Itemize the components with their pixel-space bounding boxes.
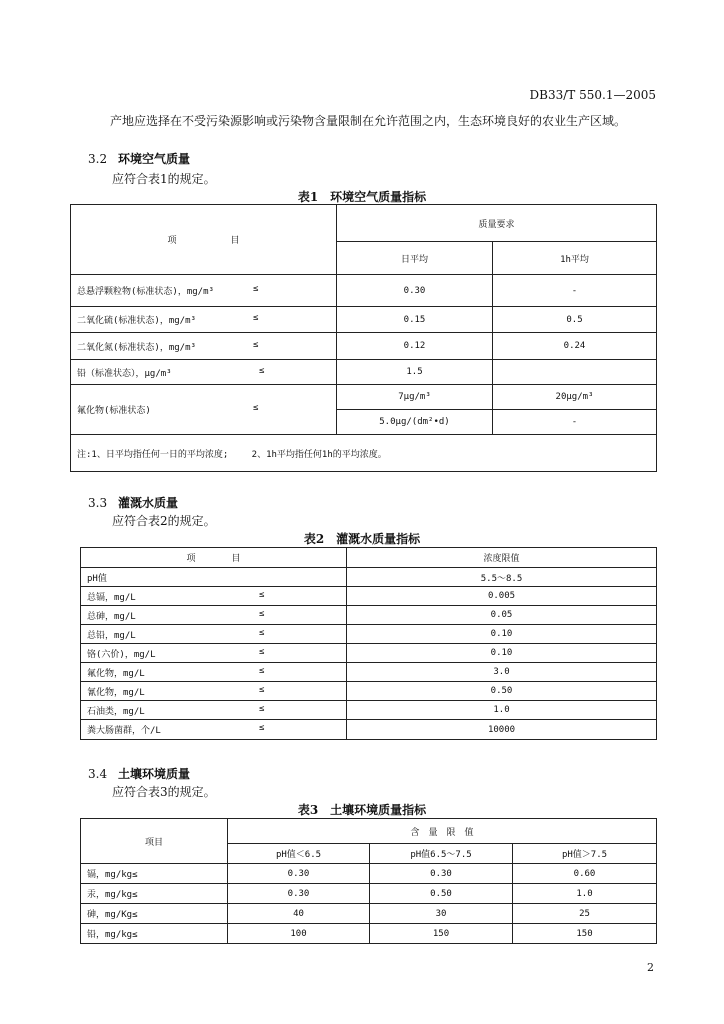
table-header-daily-avg: 日平均: [337, 242, 493, 275]
table-header-ph-high: pH值＞7.5: [513, 844, 657, 864]
section-title: 土壤环境质量: [118, 767, 191, 781]
table-row: [81, 663, 657, 682]
table-header-ph-mid: pH值6.5～7.5: [370, 844, 513, 864]
limit-value: 0.05: [347, 606, 657, 625]
section-3-2-heading: [88, 150, 190, 167]
item-name: 铅（标准状态），μg/m³: [77, 368, 172, 379]
table-header-limit: 浓度限值: [347, 548, 657, 568]
section-number: 3.2: [88, 152, 108, 166]
daily-value: 7μg/m³: [337, 385, 493, 410]
hourly-value: -: [493, 275, 657, 307]
item-name: 总悬浮颗粒物(标准状态)，mg/m³: [77, 287, 214, 297]
table-row: [81, 644, 657, 663]
table-row: [81, 568, 657, 587]
limit-ph-low: 0.30: [228, 864, 370, 884]
table-row: [81, 864, 657, 884]
daily-value: 5.0μg/(dm²•d): [337, 410, 493, 435]
item-name: 粪大肠菌群，个/L: [87, 726, 161, 736]
table-2-caption: 表2 灌溉水质量指标: [303, 532, 421, 546]
item-name: pH值: [87, 573, 107, 584]
table-row: [71, 360, 657, 385]
daily-value: 0.15: [337, 307, 493, 333]
table-row: [81, 720, 657, 740]
table-header-item: 项 目: [71, 205, 337, 275]
table-row: [81, 904, 657, 924]
table-row: [71, 333, 657, 360]
le-sign: ≤: [259, 608, 265, 619]
limit-value: 0.10: [347, 644, 657, 663]
limit-ph-high: 0.60: [513, 864, 657, 884]
item-name: 总铅，mg/L: [87, 630, 136, 641]
table-row: [71, 275, 657, 307]
item-name: 氟化物，mg/L: [87, 668, 145, 679]
section-title: 环境空气质量: [118, 152, 191, 166]
hourly-value: 20μg/m³: [493, 385, 657, 410]
item-name: 汞，mg/kg≤: [81, 884, 228, 904]
limit-value: 0.10: [347, 625, 657, 644]
limit-value: 10000: [347, 720, 657, 740]
item-name: 铅，mg/kg≤: [81, 924, 228, 944]
limit-ph-high: 1.0: [513, 884, 657, 904]
item-name: 二氧化硫(标准状态)，mg/m³: [77, 316, 196, 326]
table-row: [81, 606, 657, 625]
table-row: [81, 587, 657, 606]
table-note-row: [71, 435, 657, 472]
le-sign: ≤: [253, 284, 259, 294]
item-name: 氰化物，mg/L: [87, 687, 145, 698]
le-sign: ≤: [259, 646, 265, 657]
section-number: 3.4: [88, 767, 108, 781]
table-row: [81, 884, 657, 904]
hourly-value: 0.24: [493, 333, 657, 360]
section-3-3-text: 应符合表2的规定。: [112, 514, 216, 528]
table-row: [71, 307, 657, 333]
section-title: 灌溉水质量: [118, 496, 179, 510]
daily-value: 0.30: [337, 275, 493, 307]
document-code: DB33/T 550.1—2005: [529, 88, 656, 102]
table-header-quality-req: 质量要求: [337, 205, 657, 242]
hourly-value: [493, 360, 657, 385]
intro-paragraph: 产地应选择在不受污染源影响或污染物含量限制在允许范围之内，生态环境良好的农业生产区域。: [110, 114, 627, 128]
item-name: 总镉，mg/L: [87, 592, 136, 603]
le-sign: ≤: [253, 403, 259, 413]
limit-ph-high: 150: [513, 924, 657, 944]
table-row: [81, 625, 657, 644]
table-row: [81, 682, 657, 701]
table-note: 注:1、日平均指任何一日的平均浓度; 2、1h平均指任何1h的平均浓度。: [71, 435, 657, 472]
le-sign: ≤: [253, 313, 259, 323]
table-header-item: 项目: [81, 819, 228, 864]
table-1-caption: 表1 环境空气质量指标: [297, 190, 427, 204]
table-header-ph-low: pH值＜6.5: [228, 844, 370, 864]
table-row: [81, 701, 657, 720]
section-3-3-heading: [88, 494, 178, 511]
irrigation-water-table: [80, 547, 657, 740]
limit-ph-mid: 0.50: [370, 884, 513, 904]
item-name: 二氧化氮(标准状态)，mg/m³: [77, 342, 196, 353]
item-name: 铬(六价)，mg/L: [87, 649, 156, 660]
table-3-caption: 表3 土壤环境质量指标: [297, 803, 427, 817]
limit-value: 3.0: [347, 663, 657, 682]
item-name: 氟化物(标准状态): [77, 406, 151, 416]
limit-value: 5.5～8.5: [347, 568, 657, 587]
le-sign: ≤: [259, 703, 265, 714]
limit-value: 1.0: [347, 701, 657, 720]
table-row: [81, 924, 657, 944]
limit-ph-mid: 0.30: [370, 864, 513, 884]
item-name: 总砷，mg/L: [87, 611, 136, 622]
limit-value: 0.50: [347, 682, 657, 701]
table-row: [71, 385, 657, 410]
le-sign: ≤: [259, 627, 265, 638]
daily-value: 1.5: [337, 360, 493, 385]
item-name: 砷，mg/Kg≤: [81, 904, 228, 924]
item-name: 镉，mg/kg≤: [81, 864, 228, 884]
le-sign: ≤: [259, 365, 265, 376]
le-sign: ≤: [259, 589, 265, 600]
limit-ph-low: 0.30: [228, 884, 370, 904]
limit-ph-high: 25: [513, 904, 657, 924]
section-number: 3.3: [88, 496, 108, 510]
table-header-hourly-avg: 1h平均: [493, 242, 657, 275]
table-header-item: 项 目: [81, 548, 347, 568]
air-quality-table: [70, 204, 657, 472]
page-number: 2: [647, 961, 654, 974]
limit-ph-low: 40: [228, 904, 370, 924]
limit-ph-low: 100: [228, 924, 370, 944]
hourly-value: 0.5: [493, 307, 657, 333]
section-3-4-text: 应符合表3的规定。: [112, 785, 216, 799]
le-sign: ≤: [259, 665, 265, 676]
hourly-value: -: [493, 410, 657, 435]
table-header-content-limit: 含 量 限 值: [228, 819, 657, 844]
section-3-2-text: 应符合表1的规定。: [112, 172, 216, 186]
daily-value: 0.12: [337, 333, 493, 360]
item-name: 石油类，mg/L: [87, 706, 145, 717]
le-sign: ≤: [259, 684, 265, 695]
le-sign: ≤: [253, 339, 259, 350]
le-sign: ≤: [259, 723, 265, 733]
section-3-4-heading: [88, 765, 190, 782]
limit-ph-mid: 30: [370, 904, 513, 924]
soil-quality-table: [80, 818, 657, 944]
limit-ph-mid: 150: [370, 924, 513, 944]
limit-value: 0.005: [347, 587, 657, 606]
